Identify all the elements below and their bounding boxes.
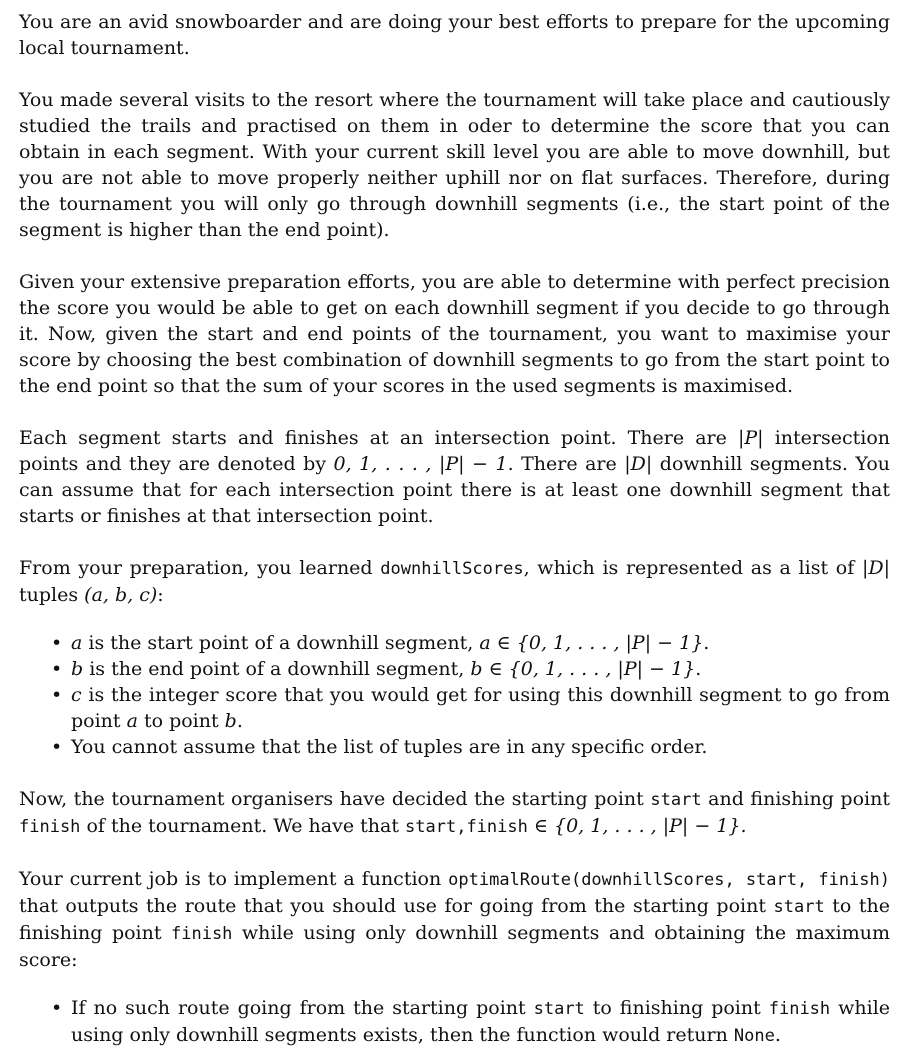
text-span: . There are — [507, 453, 625, 475]
tuple-definition-list — [19, 630, 890, 760]
text-span: From your preparation, you learned — [19, 557, 381, 579]
code-start-finish: start,finish — [405, 817, 528, 837]
math-expression: a ∈ {0, 1, . . . , |P| − 1} — [479, 632, 704, 654]
math-p-count: |P| — [738, 427, 764, 449]
code-start: start — [650, 790, 702, 810]
text-span: is the integer score that you would get for using this downhill segment to go from point — [71, 684, 890, 732]
math-d-count: |D| — [861, 557, 890, 579]
text-span: while using only downhill segments and obtaining the maximum score: — [19, 922, 890, 971]
list-item — [71, 630, 890, 656]
paragraph-intersections — [19, 425, 890, 529]
text-span: , which is represented as a list of — [523, 557, 862, 579]
text-span: and finishing point — [701, 788, 890, 810]
math-tuple: (a, b, c) — [84, 584, 158, 606]
paragraph-start-finish — [19, 786, 890, 840]
code-downhillscores: downhillScores — [380, 559, 524, 579]
text-span: intersection points and they are denoted by — [19, 427, 891, 475]
text-span: . — [703, 632, 710, 654]
math-point-range: ∈ {0, 1, . . . , |P| − 1}. — [527, 815, 747, 837]
text-span: that outputs the route that you should use for going from the starting point — [19, 895, 774, 917]
math-var: b — [224, 710, 237, 732]
code-finish: finish — [171, 924, 233, 944]
text-span: Each segment starts and finishes at an intersection point. There are — [19, 427, 738, 449]
paragraph-downhill-scores — [19, 555, 890, 608]
text-span: to the finishing point — [19, 895, 890, 944]
text-span: downhill segments. You can assume that for each intersection point there is at least one downhill segment that starts or finishes at that intersection point. — [19, 453, 890, 527]
math-var: a — [71, 632, 83, 654]
text-span: . — [236, 710, 243, 732]
return-conditions-list — [19, 995, 890, 1049]
text-span: is the end point of a downhill segment, — [83, 658, 471, 680]
paragraph-task — [19, 866, 890, 973]
math-var: a — [126, 710, 138, 732]
paragraph-intro: You are an avid snowboarder and are doing your best efforts to prepare for the upcoming local tournament. — [19, 11, 890, 59]
text-span: while using only downhill segments exists, then the function would return — [71, 997, 891, 1046]
text-span: You cannot assume that the list of tuples are in any specific order. — [71, 736, 708, 758]
math-var: b — [71, 658, 84, 680]
code-none: None — [733, 1026, 775, 1046]
code-start: start — [773, 897, 825, 917]
code-finish: finish — [768, 999, 831, 1019]
text-span: . — [695, 658, 702, 680]
code-function-signature: optimalRoute(downhillScores, start, finish) — [448, 870, 890, 890]
text-span: to point — [137, 710, 225, 732]
list-item — [71, 682, 890, 734]
math-expression: b ∈ {0, 1, . . . , |P| − 1} — [470, 658, 696, 680]
math-point-range: 0, 1, . . . , |P| − 1 — [333, 453, 508, 475]
text-span: . — [774, 1024, 781, 1046]
list-item — [71, 734, 890, 760]
list-item — [71, 656, 890, 682]
text-span: If no such route going from the starting point — [71, 997, 534, 1019]
list-item — [71, 995, 890, 1049]
text-span: of the tournament. We have that — [80, 815, 406, 837]
text-span: is the start point of a downhill segment, — [82, 632, 480, 654]
text-span: Now, the tournament organisers have decided the starting point — [19, 788, 651, 810]
math-var: c — [71, 684, 82, 706]
code-start: start — [533, 999, 585, 1019]
code-finish: finish — [19, 817, 81, 837]
text-span: Your current job is to implement a function — [19, 868, 449, 890]
text-span: : — [157, 584, 164, 606]
text-span: to finishing point — [584, 997, 769, 1019]
text-span: tuples — [19, 584, 85, 606]
math-d-count: |D| — [624, 453, 653, 475]
paragraph-goal: Given your extensive preparation efforts, you are able to determine with perfect precision the score you would be able to get on each downhill segment if you decide to go through it. Now, given the start and end points of the tournament, you want to maximise your score by choosing the best combination of downhill segments to go from the start point to the end point so that the sum of your scores in the used segments is maximised. — [19, 271, 890, 397]
paragraph-preparation: You made several visits to the resort where the tournament will take place and cautiously studied the trails and practised on them in oder to determine the score that you can obtain in each segment. With your current skill level you are able to move downhill, but you are not able to move properly neither uphill nor on flat surfaces. Therefore, during the tournament you will only go through downhill segments (i.e., the start point of the segment is higher than the end point). — [19, 89, 890, 241]
